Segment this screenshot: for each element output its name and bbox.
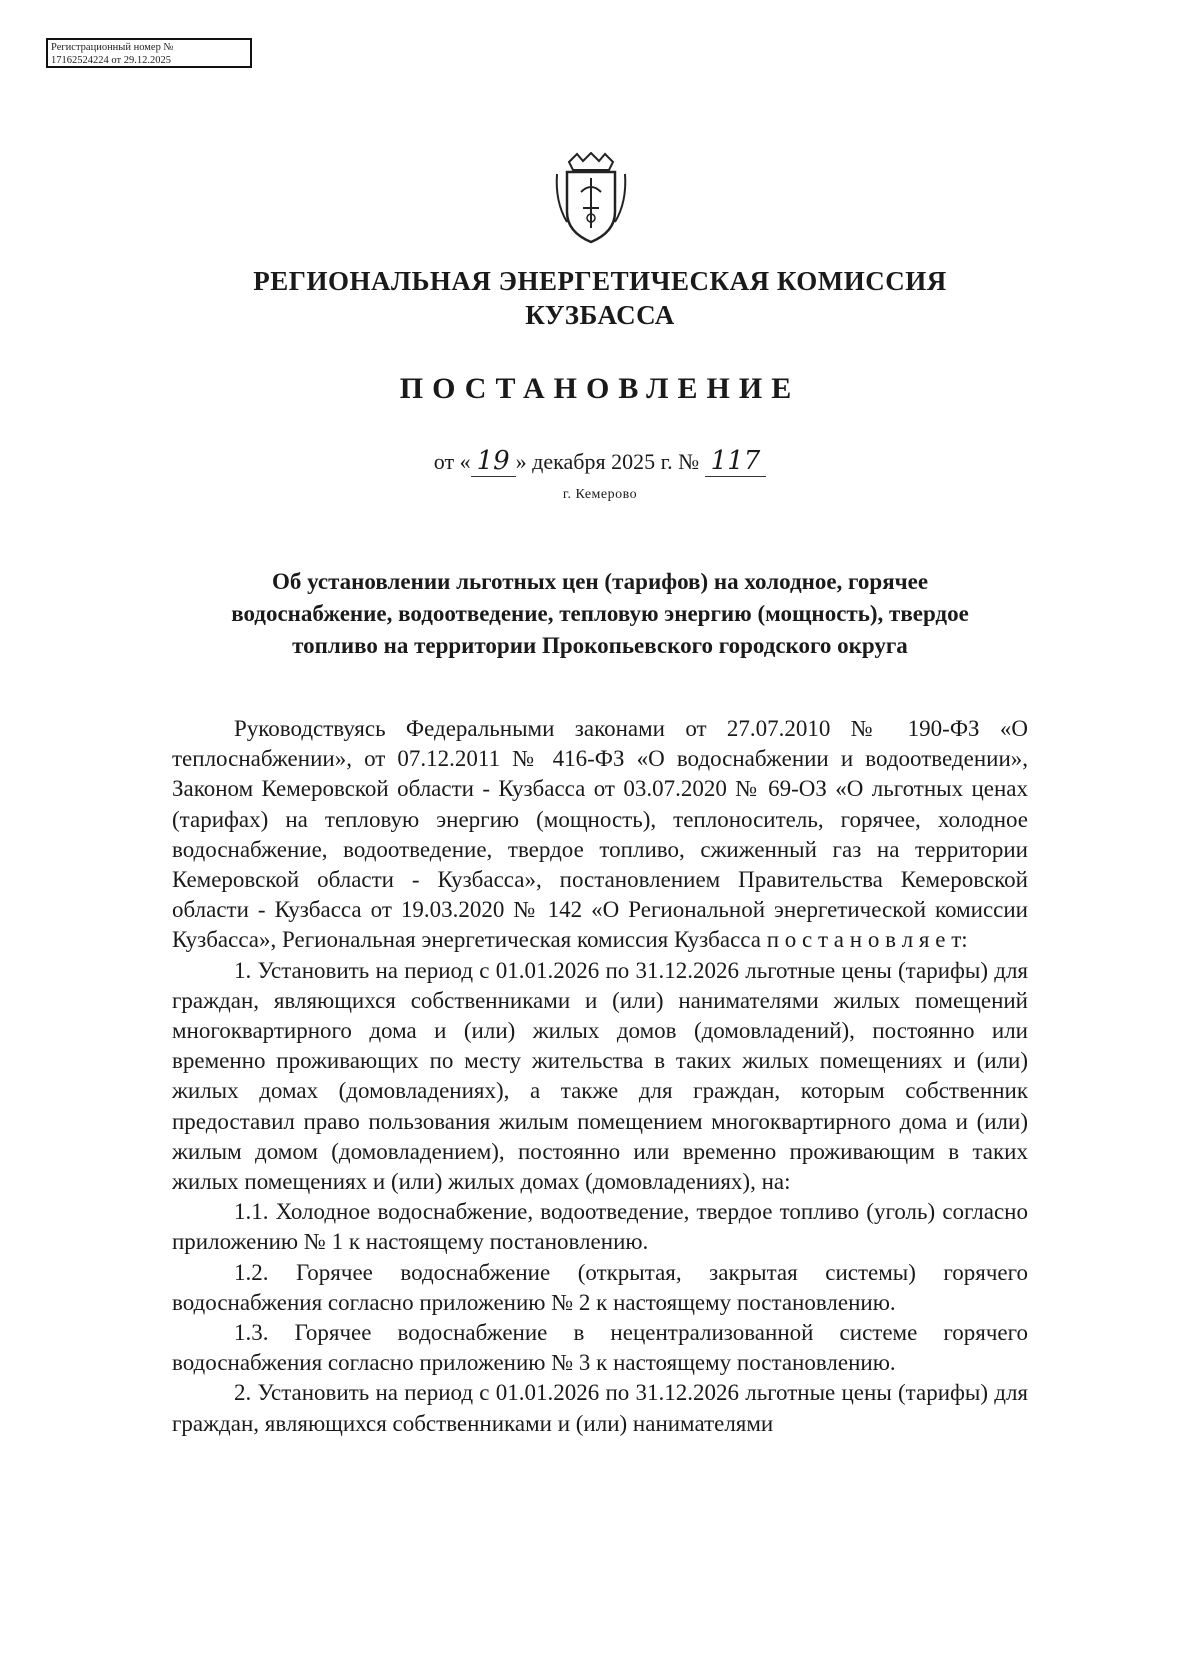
document-body [172, 714, 1028, 1439]
paragraph-item-1-2: 1.2. Горячее водоснабжение (открытая, закрытая системы) горячего водоснабжения согласно приложению № 2 к настоящему постановлению. [172, 1259, 1028, 1315]
paragraph-item-1: 1. Установить на период с 01.01.2026 по 31.12.2026 льготные цены (тарифы) для граждан, являющихся собственниками и (или) нанимателями жилых помещений многоквартирного дома и (или) жилых домов (домовладений), постоянно или временно проживающих по месту жительства в таких жилых помещениях и (или) жилых домах (домовладениях), а также для граждан, которым собственник предоставил право пользования жилым помещением многоквартирного дома и (или) жилым домом (домовладением), постоянно или временно проживающим в таких жилых помещениях и (или) жилых домах (домовладениях), на: [172, 957, 1028, 1195]
title-line-3: топливо на территории Прокопьевского городского округа [292, 633, 908, 658]
registration-label: Регистрационный номер № [51, 42, 174, 53]
city-name: г. Кемерово [562, 487, 638, 502]
paragraph-item-1-1: 1.1. Холодное водоснабжение, водоотведение, твердое топливо (уголь) согласно приложению № 1 к настоящему постановлению. [172, 1199, 1028, 1255]
kuzbass-coat-of-arms-icon [553, 152, 629, 244]
paragraph-preamble: Руководствуясь Федеральными законами от 27.07.2010 № 190-ФЗ «О теплоснабжении», от 07.12.2011 № 416-ФЗ «О водоснабжении и водоотведении», Законом Кемеровской области - Кузбасса от 03.07.2020 № 69-ОЗ «О льготных ценах (тарифах) на тепловую энергию (мощность), теплоноситель, горячее, холодное водоснабжение, водоотведение, твердое топливо, сжиженный газ на территории Кемеровской области - Кузбасса», постановлением Правительства Кемеровской области - Кузбасса от 19.03.2020 № 142 «О Региональной энергетической комиссии Кузбасса», Региональная энергетическая комиссия Кузбасса п о с т а н о в л я е т: [172, 716, 1028, 953]
document-type: ПОСТАНОВЛЕНИЕ [399, 372, 801, 405]
title-line-1: Об установлении льготных цен (тарифов) на холодное, горячее [271, 569, 929, 594]
date-day-handwritten: 19 [471, 446, 516, 477]
paragraph-item-2: 2. Установить на период с 01.01.2026 по 31.12.2026 льготные цены (тарифы) для граждан, являющихся собственниками и (или) нанимателями [172, 1380, 1028, 1436]
organization-name [0, 264, 1200, 332]
date-prefix: от « [433, 449, 471, 474]
document-title [150, 566, 1050, 662]
title-line-2: водоснабжение, водоотведение, тепловую энергию (мощность), твердое [231, 601, 969, 626]
organization-line-1: РЕГИОНАЛЬНАЯ ЭНЕРГЕТИЧЕСКАЯ КОМИССИЯ [253, 266, 947, 296]
organization-line-2: КУЗБАССА [525, 300, 675, 330]
paragraph-item-1-3: 1.3. Горячее водоснабжение в нецентрализованной системе горячего водоснабжения согласно приложению № 3 к настоящему постановлению. [172, 1320, 1028, 1376]
date-line [0, 446, 1200, 477]
document-number-handwritten: 117 [705, 446, 767, 477]
date-middle: » декабря 2025 г. № [515, 449, 700, 474]
registration-stamp [46, 38, 252, 68]
registration-number: 17162524224 от 29.12.2025 [51, 55, 171, 66]
